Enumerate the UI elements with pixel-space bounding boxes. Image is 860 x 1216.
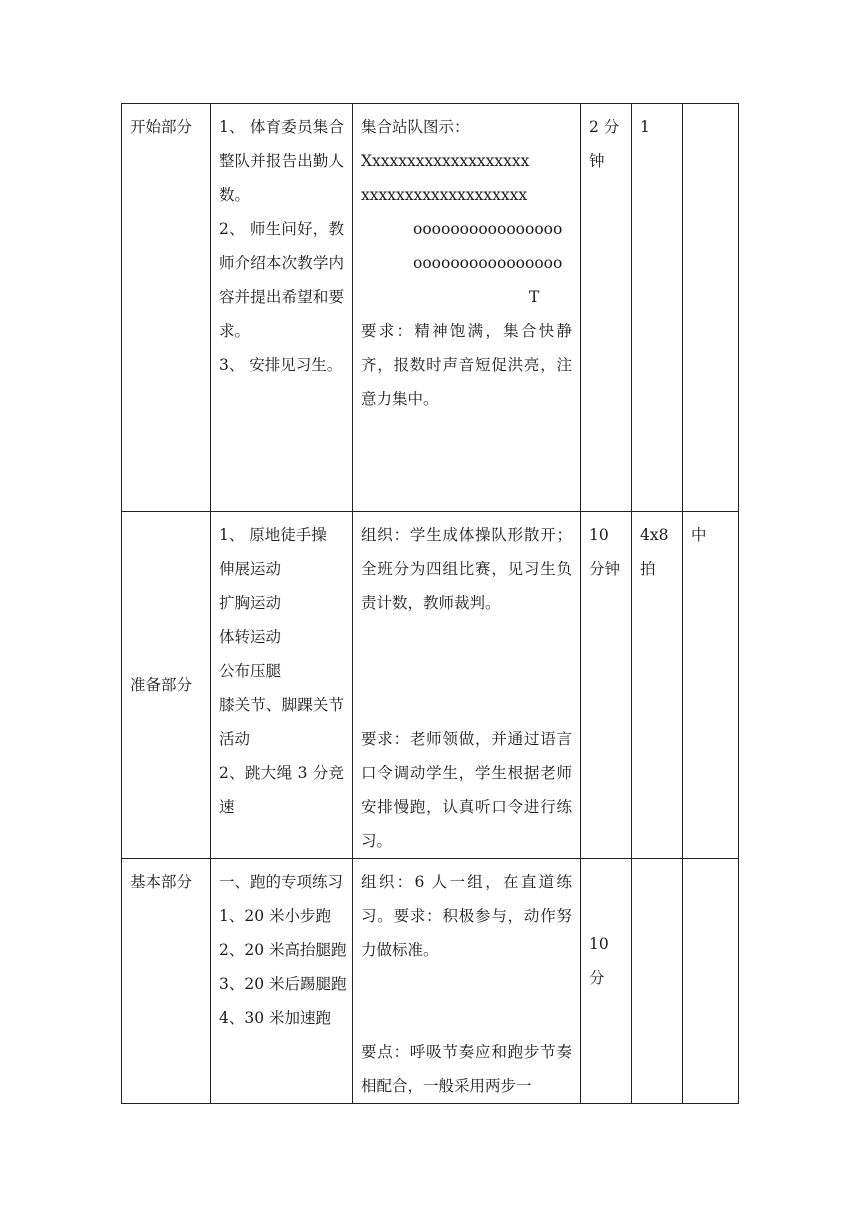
organization-cell — [353, 859, 581, 1104]
content-item: 2、20 米高抬腿跑 — [219, 941, 347, 959]
time-cell: 2 分钟 — [581, 104, 632, 512]
intensity-cell — [683, 859, 739, 1104]
content-item: 4、30 米加速跑 — [219, 1009, 332, 1027]
content-item: 伸展运动 — [219, 560, 282, 578]
content-cell — [211, 512, 353, 859]
time-cell: 10 分钟 — [581, 512, 632, 859]
requirement-text: 要点：呼吸节奏应和跑步节奏相配合，一般采用两步一 — [361, 1043, 572, 1095]
organization-title: 集合站队图示： — [361, 118, 470, 136]
table-row — [122, 512, 739, 859]
requirement-text: 要求：老师领做，并通过语言口令调动学生，学生根据老师安排慢跑，认真听口令进行练习。 — [361, 730, 572, 850]
content-item: 膝关节、脚踝关节活动 — [219, 696, 344, 748]
section-label: 准备部分 — [122, 512, 211, 859]
times-cell — [632, 859, 683, 1104]
table-row — [122, 859, 739, 1104]
content-cell — [211, 104, 353, 512]
content-item: 1、20 米小步跑 — [219, 907, 332, 925]
content-item: 3、 安排见习生。 — [219, 356, 343, 374]
time-value: 10 分 — [589, 935, 609, 987]
content-cell — [211, 859, 353, 1104]
organization-title: 组织：学生成体操队形散开；全班分为四组比赛，见习生负责计数，教师裁判。 — [361, 526, 572, 612]
intensity-cell: 中 — [683, 512, 739, 859]
content-item: 3、20 米后踢腿跑 — [219, 975, 347, 993]
requirement-text: 要求：精神饱满，集合快静齐，报数时声音短促洪亮，注意力集中。 — [361, 322, 572, 408]
formation-line: oooooooooooooooo — [413, 254, 563, 272]
intensity-cell — [683, 104, 739, 512]
content-item: 2、跳大绳 3 分竞速 — [219, 764, 344, 816]
formation-line: xxxxxxxxxxxxxxxxxxx — [361, 186, 528, 204]
content-item: 1、 原地徒手操 — [219, 526, 327, 544]
organization-title: 组织：6 人一组，在直道练习。要求：积极参与，动作努力做标准。 — [361, 873, 572, 959]
time-cell — [581, 859, 632, 1104]
formation-line: oooooooooooooooo — [413, 220, 563, 238]
content-item: 扩胸运动 — [219, 594, 282, 612]
lesson-plan-table — [121, 103, 739, 1104]
table-row — [122, 104, 739, 512]
times-cell: 4x8 拍 — [632, 512, 683, 859]
content-item: 2、 师生问好，教师介绍本次教学内容并提出希望和要求。 — [219, 220, 344, 340]
content-item: 体转运动 — [219, 628, 282, 646]
times-cell: 1 — [632, 104, 683, 512]
formation-teacher: T — [529, 288, 540, 306]
section-label: 开始部分 — [122, 104, 211, 512]
section-label: 基本部分 — [122, 859, 211, 1104]
organization-cell — [353, 104, 581, 512]
content-item: 公布压腿 — [219, 662, 282, 680]
content-item: 1、 体育委员集合整队并报告出勤人数。 — [219, 118, 344, 204]
organization-cell — [353, 512, 581, 859]
formation-line: Xxxxxxxxxxxxxxxxxxx — [361, 152, 530, 170]
content-item: 一、跑的专项练习 — [219, 873, 344, 891]
